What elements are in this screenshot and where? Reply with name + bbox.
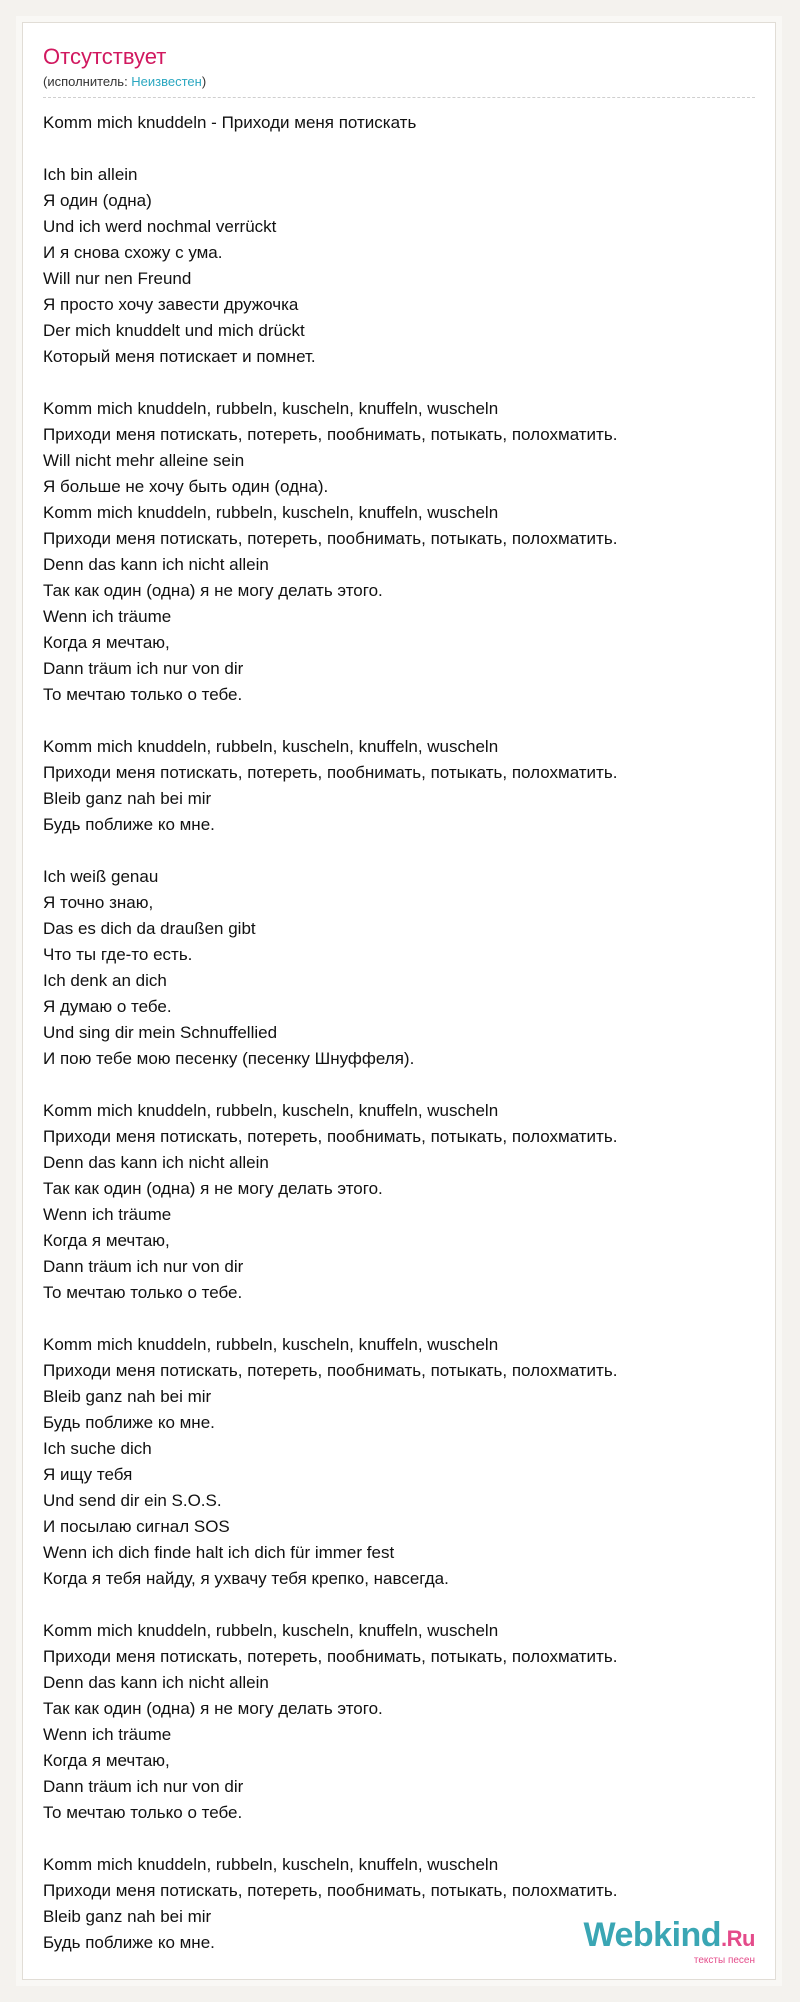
site-logo[interactable] — [584, 1917, 756, 1967]
logo-wordmark — [584, 1917, 756, 1957]
lyric-line: Я точно знаю, — [43, 893, 154, 912]
lyric-line: Wenn ich träume — [43, 1725, 172, 1744]
lyric-line: Komm mich knuddeln, rubbeln, kuscheln, knuffeln, wuscheln — [43, 1335, 499, 1354]
lyric-line: Und sing dir mein Schnuffellied — [43, 1023, 278, 1042]
lyric-line: Ich denk an dich — [43, 971, 167, 990]
stanza — [43, 1098, 755, 1306]
lyric-line: Когда я мечтаю, — [43, 633, 170, 652]
lyric-line: Будь поближе ко мне. — [43, 1933, 215, 1952]
lyric-line: Так как один (одна) я не могу делать этого. — [43, 1699, 383, 1718]
lyric-line: Denn das kann ich nicht allein — [43, 1673, 269, 1692]
lyric-line: Будь поближе ко мне. — [43, 1413, 215, 1432]
lyric-line: Das es dich da draußen gibt — [43, 919, 256, 938]
stanza — [43, 864, 755, 1072]
lyric-line: Dann träum ich nur von dir — [43, 1777, 244, 1796]
lyric-line: Я больше не хочу быть один (одна). — [43, 477, 329, 496]
stanza — [43, 396, 755, 708]
logo-tld: .Ru — [721, 1926, 755, 1951]
lyric-line: Приходи меня потискать, потереть, пообнимать, потыкать, полохматить. — [43, 529, 618, 548]
lyric-line: Что ты где-то есть. — [43, 945, 193, 964]
page-header — [23, 23, 775, 91]
lyric-line: Komm mich knuddeln, rubbeln, kuscheln, knuffeln, wuscheln — [43, 1101, 499, 1120]
lyric-line: И я снова схожу с ума. — [43, 243, 223, 262]
lyric-line: Denn das kann ich nicht allein — [43, 555, 269, 574]
lyric-line: Я думаю о тебе. — [43, 997, 172, 1016]
lyric-line: То мечтаю только о тебе. — [43, 685, 243, 704]
lyric-line: Wenn ich träume — [43, 1205, 172, 1224]
lyric-line: Komm mich knuddeln, rubbeln, kuscheln, knuffeln, wuscheln — [43, 737, 499, 756]
song-heading: Komm mich knuddeln - Приходи меня потискать — [43, 113, 417, 132]
lyric-line: Ich bin allein — [43, 165, 138, 184]
stanza — [43, 734, 755, 838]
lyric-line: Когда я мечтаю, — [43, 1231, 170, 1250]
lyrics-card — [22, 22, 776, 1980]
lyrics-body — [23, 98, 775, 1956]
lyric-line: Komm mich knuddeln, rubbeln, kuscheln, knuffeln, wuscheln — [43, 503, 499, 522]
lyric-line: Komm mich knuddeln, rubbeln, kuscheln, knuffeln, wuscheln — [43, 1855, 499, 1874]
artist-line — [43, 73, 755, 91]
stanza-list — [43, 162, 755, 1956]
lyric-line: Приходи меня потискать, потереть, пообнимать, потыкать, полохматить. — [43, 425, 618, 444]
lyric-line: Я просто хочу завести дружочка — [43, 295, 299, 314]
lyric-line: Так как один (одна) я не могу делать этого. — [43, 1179, 383, 1198]
lyric-line: Der mich knuddelt und mich drückt — [43, 321, 305, 340]
lyric-line: Will nicht mehr alleine sein — [43, 451, 245, 470]
lyric-line: Dann träum ich nur von dir — [43, 659, 244, 678]
lyric-line: Так как один (одна) я не могу делать этого. — [43, 581, 383, 600]
lyric-line: Ich weiß genau — [43, 867, 159, 886]
lyric-line: Приходи меня потискать, потереть, пообнимать, потыкать, полохматить. — [43, 1361, 618, 1380]
artist-prefix: (исполнитель: — [43, 74, 132, 89]
lyric-line: Будь поближе ко мне. — [43, 815, 215, 834]
lyric-line: Wenn ich träume — [43, 607, 172, 626]
lyric-line: Приходи меня потискать, потереть, пообнимать, потыкать, полохматить. — [43, 1881, 618, 1900]
lyric-line: Bleib ganz nah bei mir — [43, 789, 212, 808]
lyric-line: Dann träum ich nur von dir — [43, 1257, 244, 1276]
stanza — [43, 162, 755, 370]
lyric-line: Bleib ganz nah bei mir — [43, 1907, 212, 1926]
lyric-line: И посылаю сигнал SOS — [43, 1517, 230, 1536]
stanza — [43, 1618, 755, 1826]
artist-link[interactable]: Неизвестен — [131, 74, 202, 89]
lyric-line: И пою тебе мою песенку (песенку Шнуффеля). — [43, 1049, 415, 1068]
lyric-line: Komm mich knuddeln, rubbeln, kuscheln, knuffeln, wuscheln — [43, 399, 499, 418]
logo-main-text: Webkind — [583, 1916, 722, 1954]
lyric-line: Который меня потискает и помнет. — [43, 347, 316, 366]
lyric-line: Я один (одна) — [43, 191, 152, 210]
lyric-line: Приходи меня потискать, потереть, пообнимать, потыкать, полохматить. — [43, 1647, 618, 1666]
lyric-line: Und ich werd nochmal verrückt — [43, 217, 277, 236]
song-title-link[interactable]: Отсутствует — [43, 44, 167, 69]
lyric-line: То мечтаю только о тебе. — [43, 1283, 243, 1302]
lyric-line: Приходи меня потискать, потереть, пообнимать, потыкать, полохматить. — [43, 1127, 618, 1146]
lyric-line: Will nur nen Freund — [43, 269, 192, 288]
lyric-line: Denn das kann ich nicht allein — [43, 1153, 269, 1172]
lyric-line: Ich suche dich — [43, 1439, 152, 1458]
lyric-line: То мечтаю только о тебе. — [43, 1803, 243, 1822]
logo-tagline: тексты песен — [693, 1955, 755, 1966]
lyric-line: Und send dir ein S.O.S. — [43, 1491, 222, 1510]
lyric-line: Когда я мечтаю, — [43, 1751, 170, 1770]
stanza — [43, 1332, 755, 1592]
lyric-line: Wenn ich dich finde halt ich dich für immer fest — [43, 1543, 395, 1562]
artist-suffix: ) — [201, 74, 207, 89]
lyric-line: Когда я тебя найду, я ухвачу тебя крепко, навсегда. — [43, 1569, 449, 1588]
lyric-line: Приходи меня потискать, потереть, пообнимать, потыкать, полохматить. — [43, 763, 618, 782]
lyric-line: Bleib ganz nah bei mir — [43, 1387, 212, 1406]
lyric-line: Komm mich knuddeln, rubbeln, kuscheln, knuffeln, wuscheln — [43, 1621, 499, 1640]
lyric-line: Я ищу тебя — [43, 1465, 133, 1484]
